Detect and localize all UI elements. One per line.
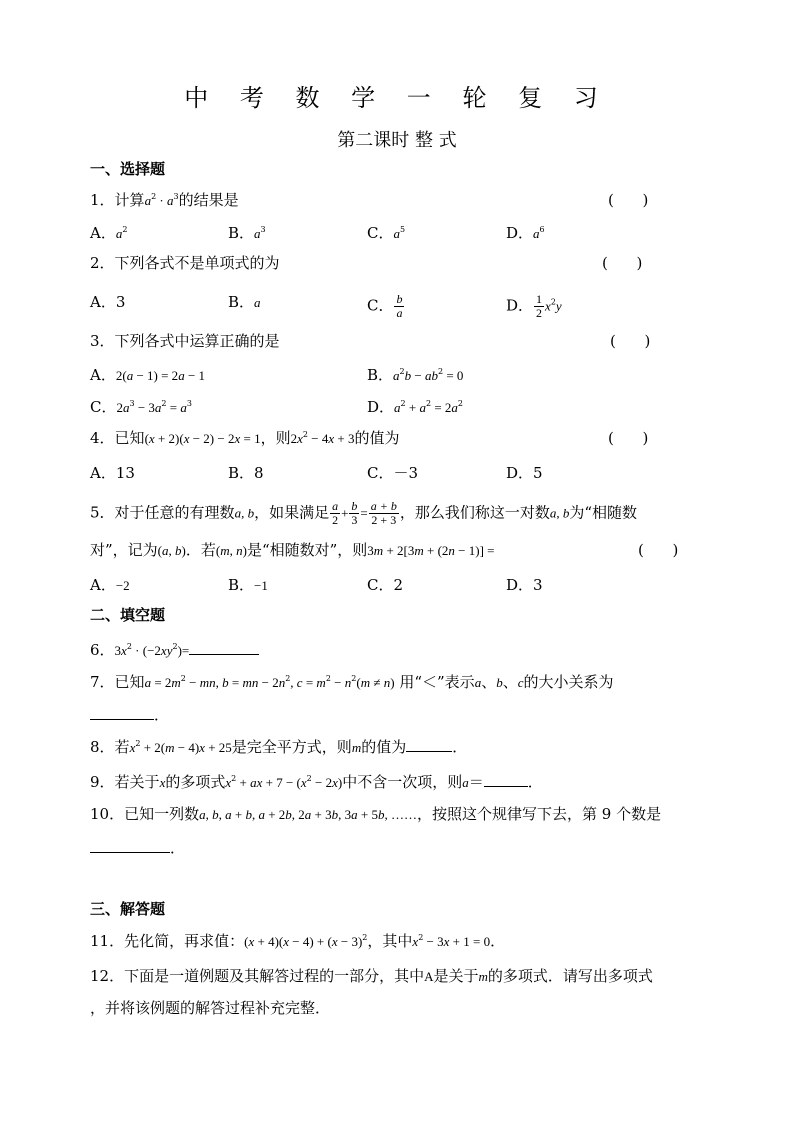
option-a: A．3 [90,293,126,311]
section-heading-answer: 三、解答题 [90,900,166,918]
question-text: 的结果是 [178,191,239,209]
answer-blank[interactable] [406,737,452,752]
option-b: B．−1 [228,576,268,594]
option-c: C． $\frac{b}{a}$ [367,292,403,320]
option-d: D．$a^2 + a^2 = 2a^2$ [367,398,463,416]
option-b: B．a [228,293,261,311]
answer-parentheses: ( ) [608,191,649,209]
question-2 [90,254,280,272]
question-number: 3． [90,332,115,350]
section-heading-fill: 二、填空题 [90,606,166,624]
question-8: 8．若$x^2 + 2(m - 4)x + 25$是完全平方式，则m的值为 ． [90,738,468,756]
option-c: C．－3 [367,464,419,482]
question-text: 下列各式不是单项式的为 [114,254,280,272]
option-b: B．$a^2b - ab^2 = 0$ [367,366,464,384]
option-a: A．2(a − 1) = 2a − 1 [90,366,206,384]
option-a: A．$a^2$ [90,224,128,242]
question-6: 6．$3x^2 \cdot (-2xy^2)=$ [90,640,259,660]
question-10: 10．已知一列数a, b, a + b, a + 2b, 2a + 3b, 3a + 5b, ……，按照这个规律写下去，第 9 个数是 [90,805,662,823]
option-d: D． $\frac{1}{2}$ $x^2y$ [506,292,562,320]
answer-parentheses: ( ) [602,254,643,272]
answer-blank[interactable] [90,705,154,720]
answer-parentheses: ( ) [638,541,679,559]
option-d: D．3 [506,576,543,594]
option-b: B．8 [228,464,264,482]
option-c: C．$a^5$ [367,224,406,242]
option-c: C．2 [367,576,404,594]
option-c: C．$2a^3 - 3a^2 = a^3$ [90,398,192,416]
question-7: 7．已知$a = 2m^2$ − mn, b = mn − $2n^2$, $c = m^2 - n^2(m \ne n)$ 用“＜”表示a、b、c的大小关系为 [90,673,614,691]
question-5: 5．对于任意的有理数a, b，如果满足 $\frac{a}{2}$ + $\frac{b}{3}$ = $\frac{a + b}{2 + 3}$ ，那么我们称这一对数a, b为“相随数 [90,499,638,527]
question-10-blank: ． [90,838,185,857]
section-heading-choice: 一、选择题 [90,160,166,178]
question-text: 计算 [114,191,145,209]
question-1: 1．计算$a^2 \cdot a^3$的结果是 [90,191,239,209]
option-a: A．13 [90,464,135,482]
question-number: 2． [90,254,115,272]
answer-parentheses: ( ) [608,429,649,447]
question-5-continued: 对”，记为(a, b)．若(m, n)是“相随数对”，则3m + 2[3m + (2n − 1)] = [90,541,495,559]
question-11: 11．先化简，再求值：$(x + 4)(x - 4) + (x - 3)^2$，其中$x^2 - 3x + 1 = 0$． [90,932,506,950]
option-b: B．$a^3$ [228,224,266,242]
question-7-blank: ． [90,705,169,724]
answer-blank[interactable] [484,772,528,787]
page-subtitle: 第二课时 整 式 [337,130,457,151]
question-3 [90,332,280,350]
option-a: A．−2 [90,576,130,594]
answer-parentheses: ( ) [610,332,651,350]
question-number: 1． [90,191,115,209]
page-title: 中 考 数 学 一 轮 复 习 [184,84,610,112]
question-12: 12．下面是一道例题及其解答过程的一部分，其中A是关于m的多项式．请写出多项式 [90,967,653,985]
answer-blank[interactable] [189,640,259,655]
answer-blank[interactable] [90,838,170,853]
option-d: D．$a^6$ [506,224,545,242]
question-text: 下列各式中运算正确的是 [114,332,280,350]
question-4: 4．已知(x + 2)(x − 2) − 2x = 1，则$2x^2 - 4x + 3$的值为 [90,429,400,447]
option-d: D．5 [506,464,543,482]
question-12-continued: ，并将该例题的解答过程补充完整． [90,999,331,1017]
question-9: 9．若关于x的多项式$x^2$ + ax + $7 - (x^2 - 2x)$中不含一次项，则a＝ ． [90,773,543,791]
